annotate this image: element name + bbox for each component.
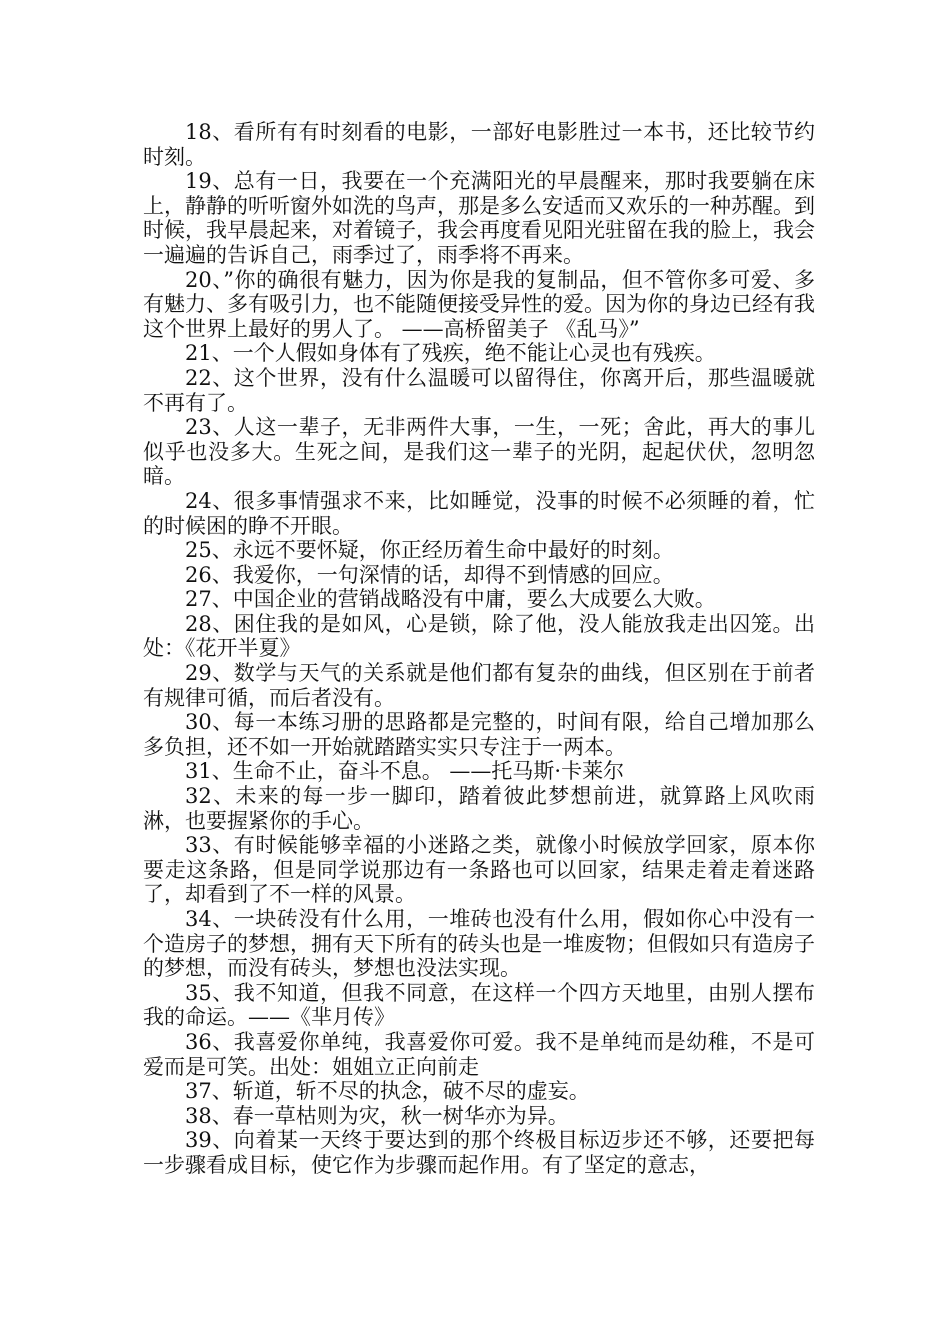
paragraph-21: 21、一个人假如身体有了残疾，绝不能让心灵也有残疾。 bbox=[185, 341, 716, 366]
document-body bbox=[143, 120, 815, 1178]
paragraph-19: 19、总有一日，我要在一个充满阳光的早晨醒来，那时我要躺在床上，静静的听听窗外如洗的鸟声，那是多么安适而又欢乐的一种苏醒。到时候，我早晨起来，对着镜子，我会再度看见阳光驻留在我的脸上，我会一遍遍的告诉自己，雨季过了，雨季将不再来。 bbox=[143, 169, 815, 267]
paragraph-18: 18、看所有有时刻看的电影，一部好电影胜过一本书，还比较节约时刻。 bbox=[143, 120, 815, 169]
paragraph-34: 34、一块砖没有什么用，一堆砖也没有什么用，假如你心中没有一个造房子的梦想，拥有天下所有的砖头也是一堆废物；但假如只有造房子的梦想，而没有砖头，梦想也没法实现。 bbox=[143, 907, 815, 981]
paragraph-20: 20、”你的确很有魅力，因为你是我的复制品，但不管你多可爱、多有魅力、多有吸引力，也不能随便接受异性的爱。因为你的身边已经有我这个世界上最好的男人了。 ——高桥留美子 《乱马》” bbox=[143, 267, 815, 341]
paragraph-27: 27、中国企业的营销战略没有中庸，要么大成要么大败。 bbox=[185, 587, 716, 612]
paragraph-26: 26、我爱你，一句深情的话，却得不到情感的回应。 bbox=[185, 562, 674, 587]
paragraph-36: 36、我喜爱你单纯，我喜爱你可爱。我不是单纯而是幼稚，不是可爱而是可笑。出处：姐姐立正向前走 bbox=[143, 1029, 815, 1079]
paragraph-24: 24、很多事情强求不来，比如睡觉，没事的时候不必须睡的着，忙的时候困的睁不开眼。 bbox=[143, 488, 815, 538]
paragraph-29: 29、数学与天气的关系就是他们都有复杂的曲线，但区别在于前者有规律可循，而后者没有。 bbox=[143, 661, 815, 710]
paragraph-39: 39、向着某一天终于要达到的那个终极目标迈步还不够，还要把每一步骤看成目标，使它作为步骤而起作用。有了坚定的意志， bbox=[143, 1128, 815, 1177]
paragraph-35: 35、我不知道，但我不同意，在这样一个四方天地里，由别人摆布我的命运。——《芈月传》 bbox=[143, 980, 815, 1030]
paragraph-37: 37、斩道，斩不尽的执念，破不尽的虚妄。 bbox=[185, 1079, 590, 1104]
paragraph-23: 23、人这一辈子，无非两件大事，一生，一死；舍此，再大的事儿似乎也没多大。生死之间，是我们这一辈子的光阴，起起伏伏，忽明忽暗。 bbox=[143, 415, 815, 489]
paragraph-28: 28、困住我的是如风，心是锁，除了他，没人能放我走出囚笼。出处：《花开半夏》 bbox=[143, 611, 815, 661]
paragraph-30: 30、每一本练习册的思路都是完整的，时间有限，给自己增加那么多负担，还不如一开始就踏踏实实只专注于一两本。 bbox=[143, 710, 815, 759]
paragraph-25: 25、永远不要怀疑，你正经历着生命中最好的时刻。 bbox=[185, 538, 674, 563]
paragraph-31: 31、生命不止，奋斗不息。 ——托马斯·卡莱尔 bbox=[185, 759, 625, 784]
paragraph-22: 22、这个世界，没有什么温暖可以留得住，你离开后，那些温暖就不再有了。 bbox=[143, 365, 815, 415]
paragraph-32: 32、未来的每一步一脚印，踏着彼此梦想前进，就算路上风吹雨淋，也要握紧你的手心。 bbox=[143, 784, 815, 833]
paragraph-38: 38、春一草枯则为灾，秋一树华亦为异。 bbox=[185, 1103, 569, 1128]
paragraph-33: 33、有时候能够幸福的小迷路之类，就像小时候放学回家，原本你要走这条路，但是同学说那边有一条路也可以回家，结果走着走着迷路了，却看到了不一样的风景。 bbox=[143, 833, 815, 907]
